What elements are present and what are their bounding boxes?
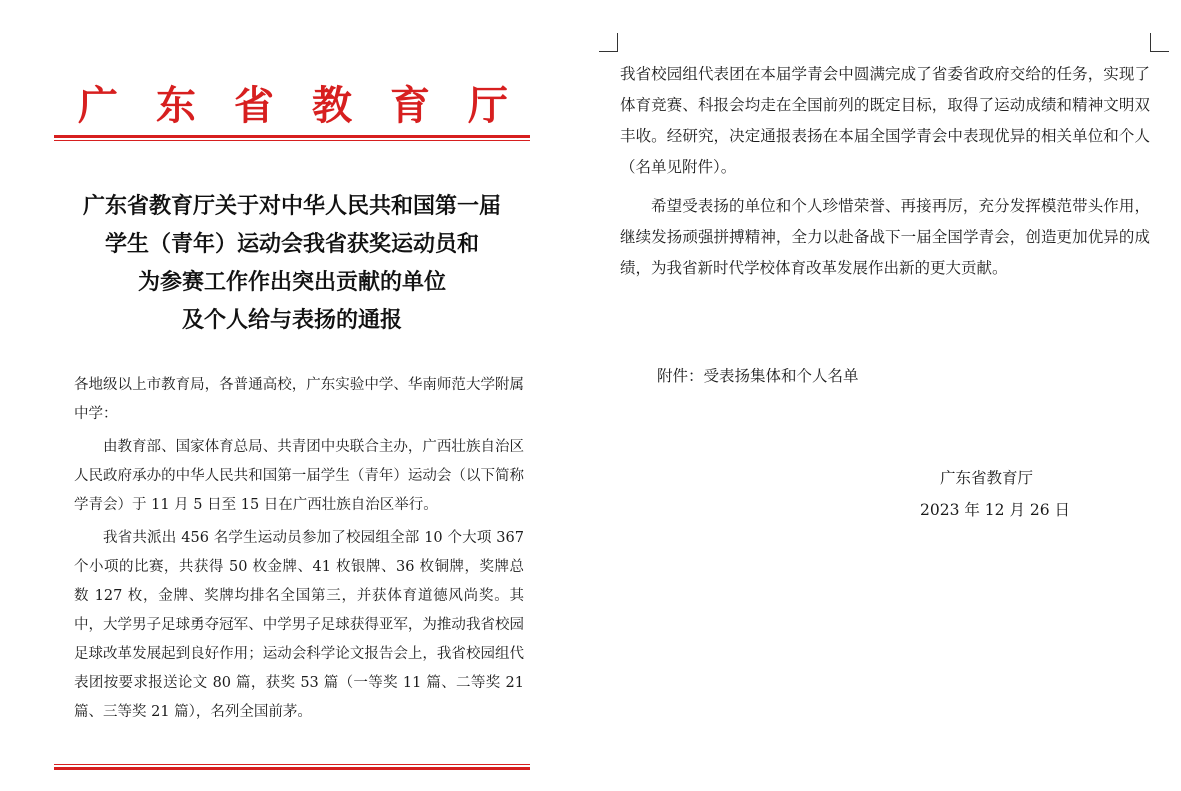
masthead-title: 广东省教育厅: [78, 83, 546, 129]
title-line: 及个人给与表扬的通报: [181, 308, 402, 333]
crop-mark-top-right: [1150, 51, 1169, 52]
issue-date: 2023 年 12 月 26 日: [920, 501, 1071, 519]
body-paragraph: 希望受表扬的单位和个人珍惜荣誉、再接再厉，充分发挥模范带头作用，继续发扬顽强拼搏精神，全力以赴备战下一届全国学青会，创造更加优异的成绩，为我省新时代学校体育改革发展作出新的更大贡献。: [620, 197, 1150, 277]
masthead-red-rule-thick: [54, 135, 530, 138]
footer-red-rule-thin: [54, 764, 530, 765]
document-title: [54, 188, 530, 340]
title-line: 学生（青年）运动会我省获奖运动员和: [104, 232, 479, 257]
body-paragraph: 我省共派出 456 名学生运动员参加了校园组全部 10 个大项 367 个小项的比赛，共获得 50 枚金牌、41 枚银牌、36 枚铜牌，奖牌总数 127 枚，金牌、奖牌均排名全国第三，并获体育道德风尚奖。其中，大学男子足球勇夺冠军、中学男子足球获得亚军，为推动我省校园足球改革发展起到良好作用；运动会科学论文报告会上，我省校园组代表团按要求报送论文 80 篇，获奖 53 篇（一等奖 11 篇、二等奖 21 篇、三等奖 21 篇），名列全国前茅。: [74, 530, 524, 720]
crop-mark-top-left: [599, 51, 618, 52]
salutation: 各地级以上市教育局，各普通高校，广东实验中学、华南师范大学附属中学：: [74, 377, 524, 422]
crop-mark-top-left: [617, 33, 618, 51]
document-page-left: [0, 0, 590, 791]
attachment-note: 附件：受表扬集体和个人名单: [657, 367, 859, 385]
title-line: 广东省教育厅关于对中华人民共和国第一届: [82, 194, 501, 219]
body-paragraph: 由教育部、国家体育总局、共青团中央联合主办，广西壮族自治区人民政府承办的中华人民共和国第一届学生（青年）运动会（以下简称学青会）于 11 月 5 日至 15 日在广西壮族自治区举行。: [74, 439, 524, 513]
body-paragraph: 我省校园组代表团在本届学青会中圆满完成了省委省政府交给的任务，实现了体育竞赛、科报会均走在全国前列的既定目标，取得了运动成绩和精神文明双丰收。经研究，决定通报表扬在本届全国学青会中表现优异的相关单位和个人（名单见附件）。: [620, 65, 1150, 176]
footer-red-rule-thick: [54, 767, 530, 770]
crop-mark-top-right: [1150, 33, 1151, 51]
issuer-signature: 广东省教育厅: [940, 469, 1034, 487]
masthead-red-rule-thin: [54, 140, 530, 141]
title-line: 为参赛工作作出突出贡献的单位: [137, 270, 446, 295]
body-text-right: [620, 59, 1150, 284]
body-text-left: [74, 371, 524, 727]
